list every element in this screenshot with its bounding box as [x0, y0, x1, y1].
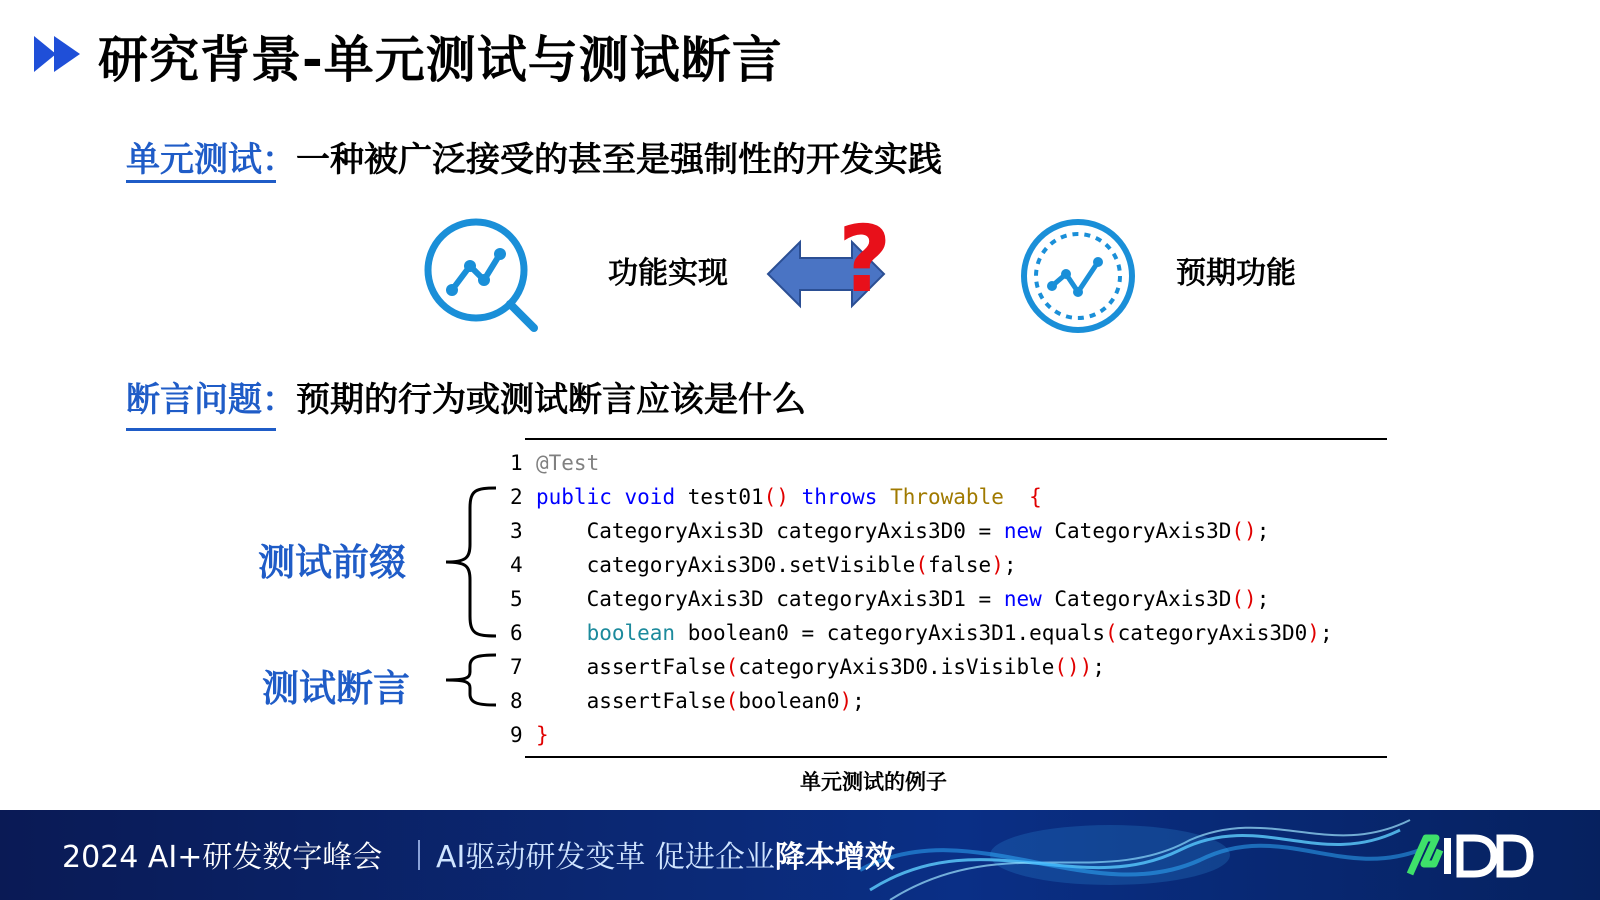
code-example — [510, 446, 1333, 752]
dial-chart-icon — [1018, 216, 1138, 336]
code-line-3: 3 CategoryAxis3D categoryAxis3D0 = new CategoryAxis3D(); — [510, 519, 1270, 543]
title-arrow-icon — [34, 36, 80, 72]
code-line-2: 2 public void test01() throws Throwable { — [510, 485, 1042, 509]
search-chart-icon — [424, 218, 544, 338]
section-label: 单元测试： — [126, 140, 296, 180]
section-underline — [126, 180, 276, 183]
code-line-5: 5 CategoryAxis3D categoryAxis3D1 = new CategoryAxis3D(); — [510, 587, 1270, 611]
test-assertion-label: 测试断言 — [262, 667, 410, 710]
section-unit-test — [126, 132, 942, 181]
code-line-6: 6 boolean boolean0 = categoryAxis3D1.equals(categoryAxis3D0); — [510, 621, 1333, 645]
footer-banner — [0, 810, 1600, 900]
section-label: 断言问题： — [126, 380, 296, 420]
code-top-rule — [525, 438, 1387, 440]
light-swirl-decoration — [860, 810, 1420, 900]
section-assertion-problem — [126, 372, 806, 421]
code-line-4: 4 categoryAxis3D0.setVisible(false); — [510, 553, 1017, 577]
section-text: 一种被广泛接受的甚至是强制性的开发实践 — [296, 140, 942, 180]
section-underline — [126, 428, 276, 431]
feature-implementation-label: 功能实现 — [608, 256, 728, 291]
code-bottom-rule — [525, 756, 1387, 758]
assertion-brace-icon — [440, 652, 500, 708]
code-line-9: 9 } — [510, 723, 549, 747]
code-line-1: 1 @Test — [510, 451, 600, 475]
code-line-7: 7 assertFalse(categoryAxis3D0.isVisible()); — [510, 655, 1105, 679]
footer-slogan — [436, 832, 895, 876]
question-mark-icon: ? — [838, 206, 892, 313]
test-prefix-label: 测试前缀 — [258, 541, 406, 584]
section-text: 预期的行为或测试断言应该是什么 — [296, 380, 806, 420]
footer-summit-name: 2024 AI+研发数字峰会 — [62, 840, 383, 875]
code-line-8: 8 assertFalse(boolean0); — [510, 689, 865, 713]
footer-slogan-a: AI驱动研发变革 促进企业 — [436, 840, 775, 875]
aidd-logo — [1406, 830, 1534, 880]
prefix-brace-icon — [440, 484, 500, 640]
slide-title: 研究背景-单元测试与测试断言 — [98, 31, 783, 89]
code-caption: 单元测试的例子 — [800, 770, 947, 794]
footer-separator — [418, 840, 420, 870]
footer-slogan-b: 降本增效 — [774, 840, 895, 875]
feature-expected-label: 预期功能 — [1176, 256, 1296, 291]
